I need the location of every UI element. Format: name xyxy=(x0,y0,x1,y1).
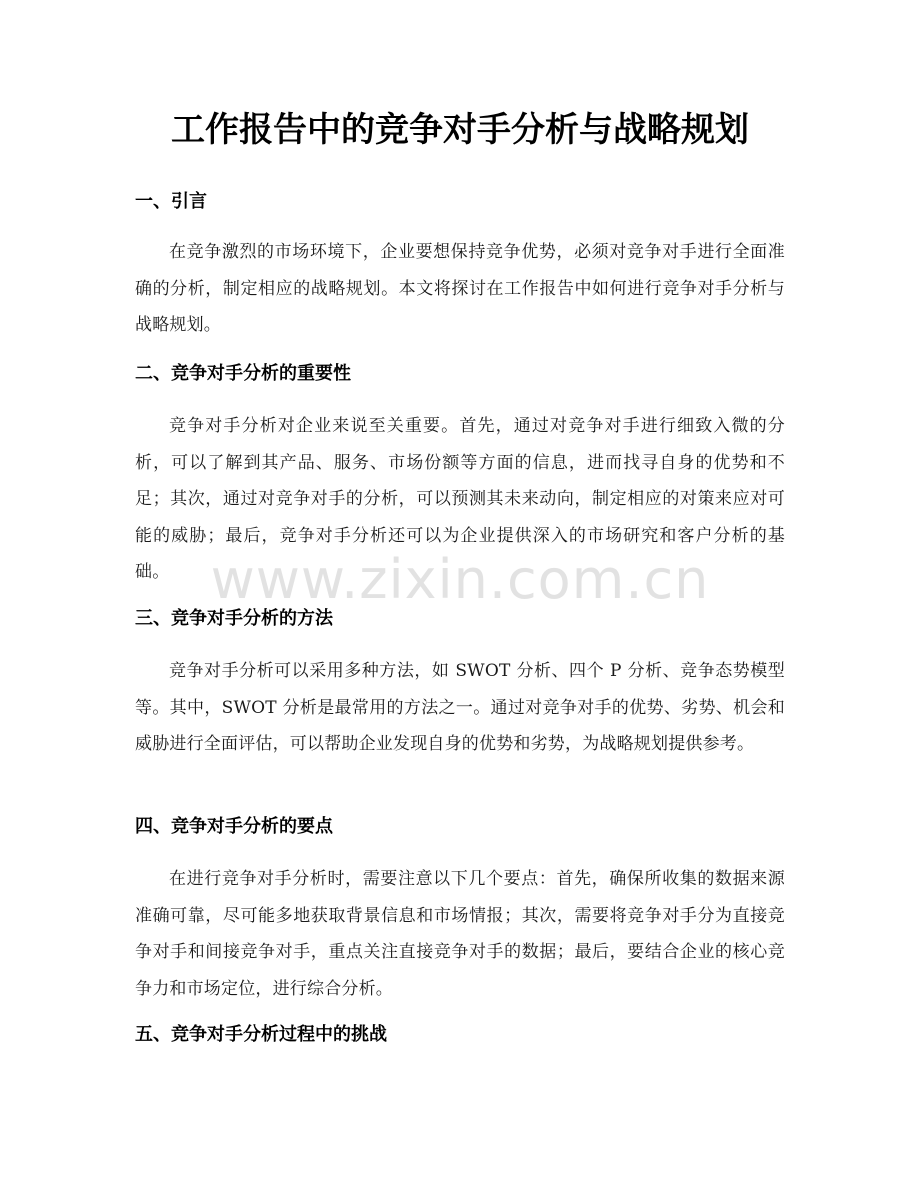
section-paragraph: 在竞争激烈的市场环境下，企业要想保持竞争优势，必须对竞争对手进行全面准确的分析，制定相应的战略规划。本文将探讨在工作报告中如何进行竞争对手分析与战略规划。 xyxy=(135,242,785,335)
section-paragraph: 在进行竞争对手分析时，需要注意以下几个要点：首先，确保所收集的数据来源准确可靠，尽可能多地获取背景信息和市场情报；其次，需要将竞争对手分为直接竞争对手和间接竞争对手，重点关注直接竞争对手的数据；最后，要结合企业的核心竞争力和市场定位，进行综合分析。 xyxy=(135,869,785,999)
section-heading: 五、竞争对手分析过程中的挑战 xyxy=(135,1024,387,1045)
section-methods xyxy=(135,607,785,763)
section-introduction xyxy=(135,190,785,344)
section-challenges xyxy=(135,1023,785,1047)
document-title: 工作报告中的竞争对手分析与战略规划 xyxy=(171,110,749,150)
section-heading: 三、竞争对手分析的方法 xyxy=(135,608,333,629)
section-key-points xyxy=(135,815,785,1007)
watermark: www.zixin.com.cn xyxy=(210,548,710,611)
section-paragraph: 竞争对手分析可以采用多种方法，如 SWOT 分析、四个 P 分析、竞争态势模型等。其中，SWOT 分析是最常用的方法之一。通过对竞争对手的优势、劣势、机会和威胁进行全面评估，可以帮助企业发现自身的优势和劣势，为战略规划提供参考。 xyxy=(135,661,785,754)
section-importance xyxy=(135,362,785,591)
section-paragraph: 竞争对手分析对企业来说至关重要。首先，通过对竞争对手进行细致入微的分析，可以了解到其产品、服务、市场份额等方面的信息，进而找寻自身的优势和不足；其次，通过对竞争对手的分析，可以预测其未来动向，制定相应的对策来应对可能的威胁；最后，竞争对手分析还可以为企业提供深入的市场研究和客户分析的基础。 xyxy=(135,416,785,582)
section-heading: 二、竞争对手分析的重要性 xyxy=(135,363,351,384)
section-heading: 一、引言 xyxy=(135,191,207,212)
section-heading: 四、竞争对手分析的要点 xyxy=(135,816,333,837)
